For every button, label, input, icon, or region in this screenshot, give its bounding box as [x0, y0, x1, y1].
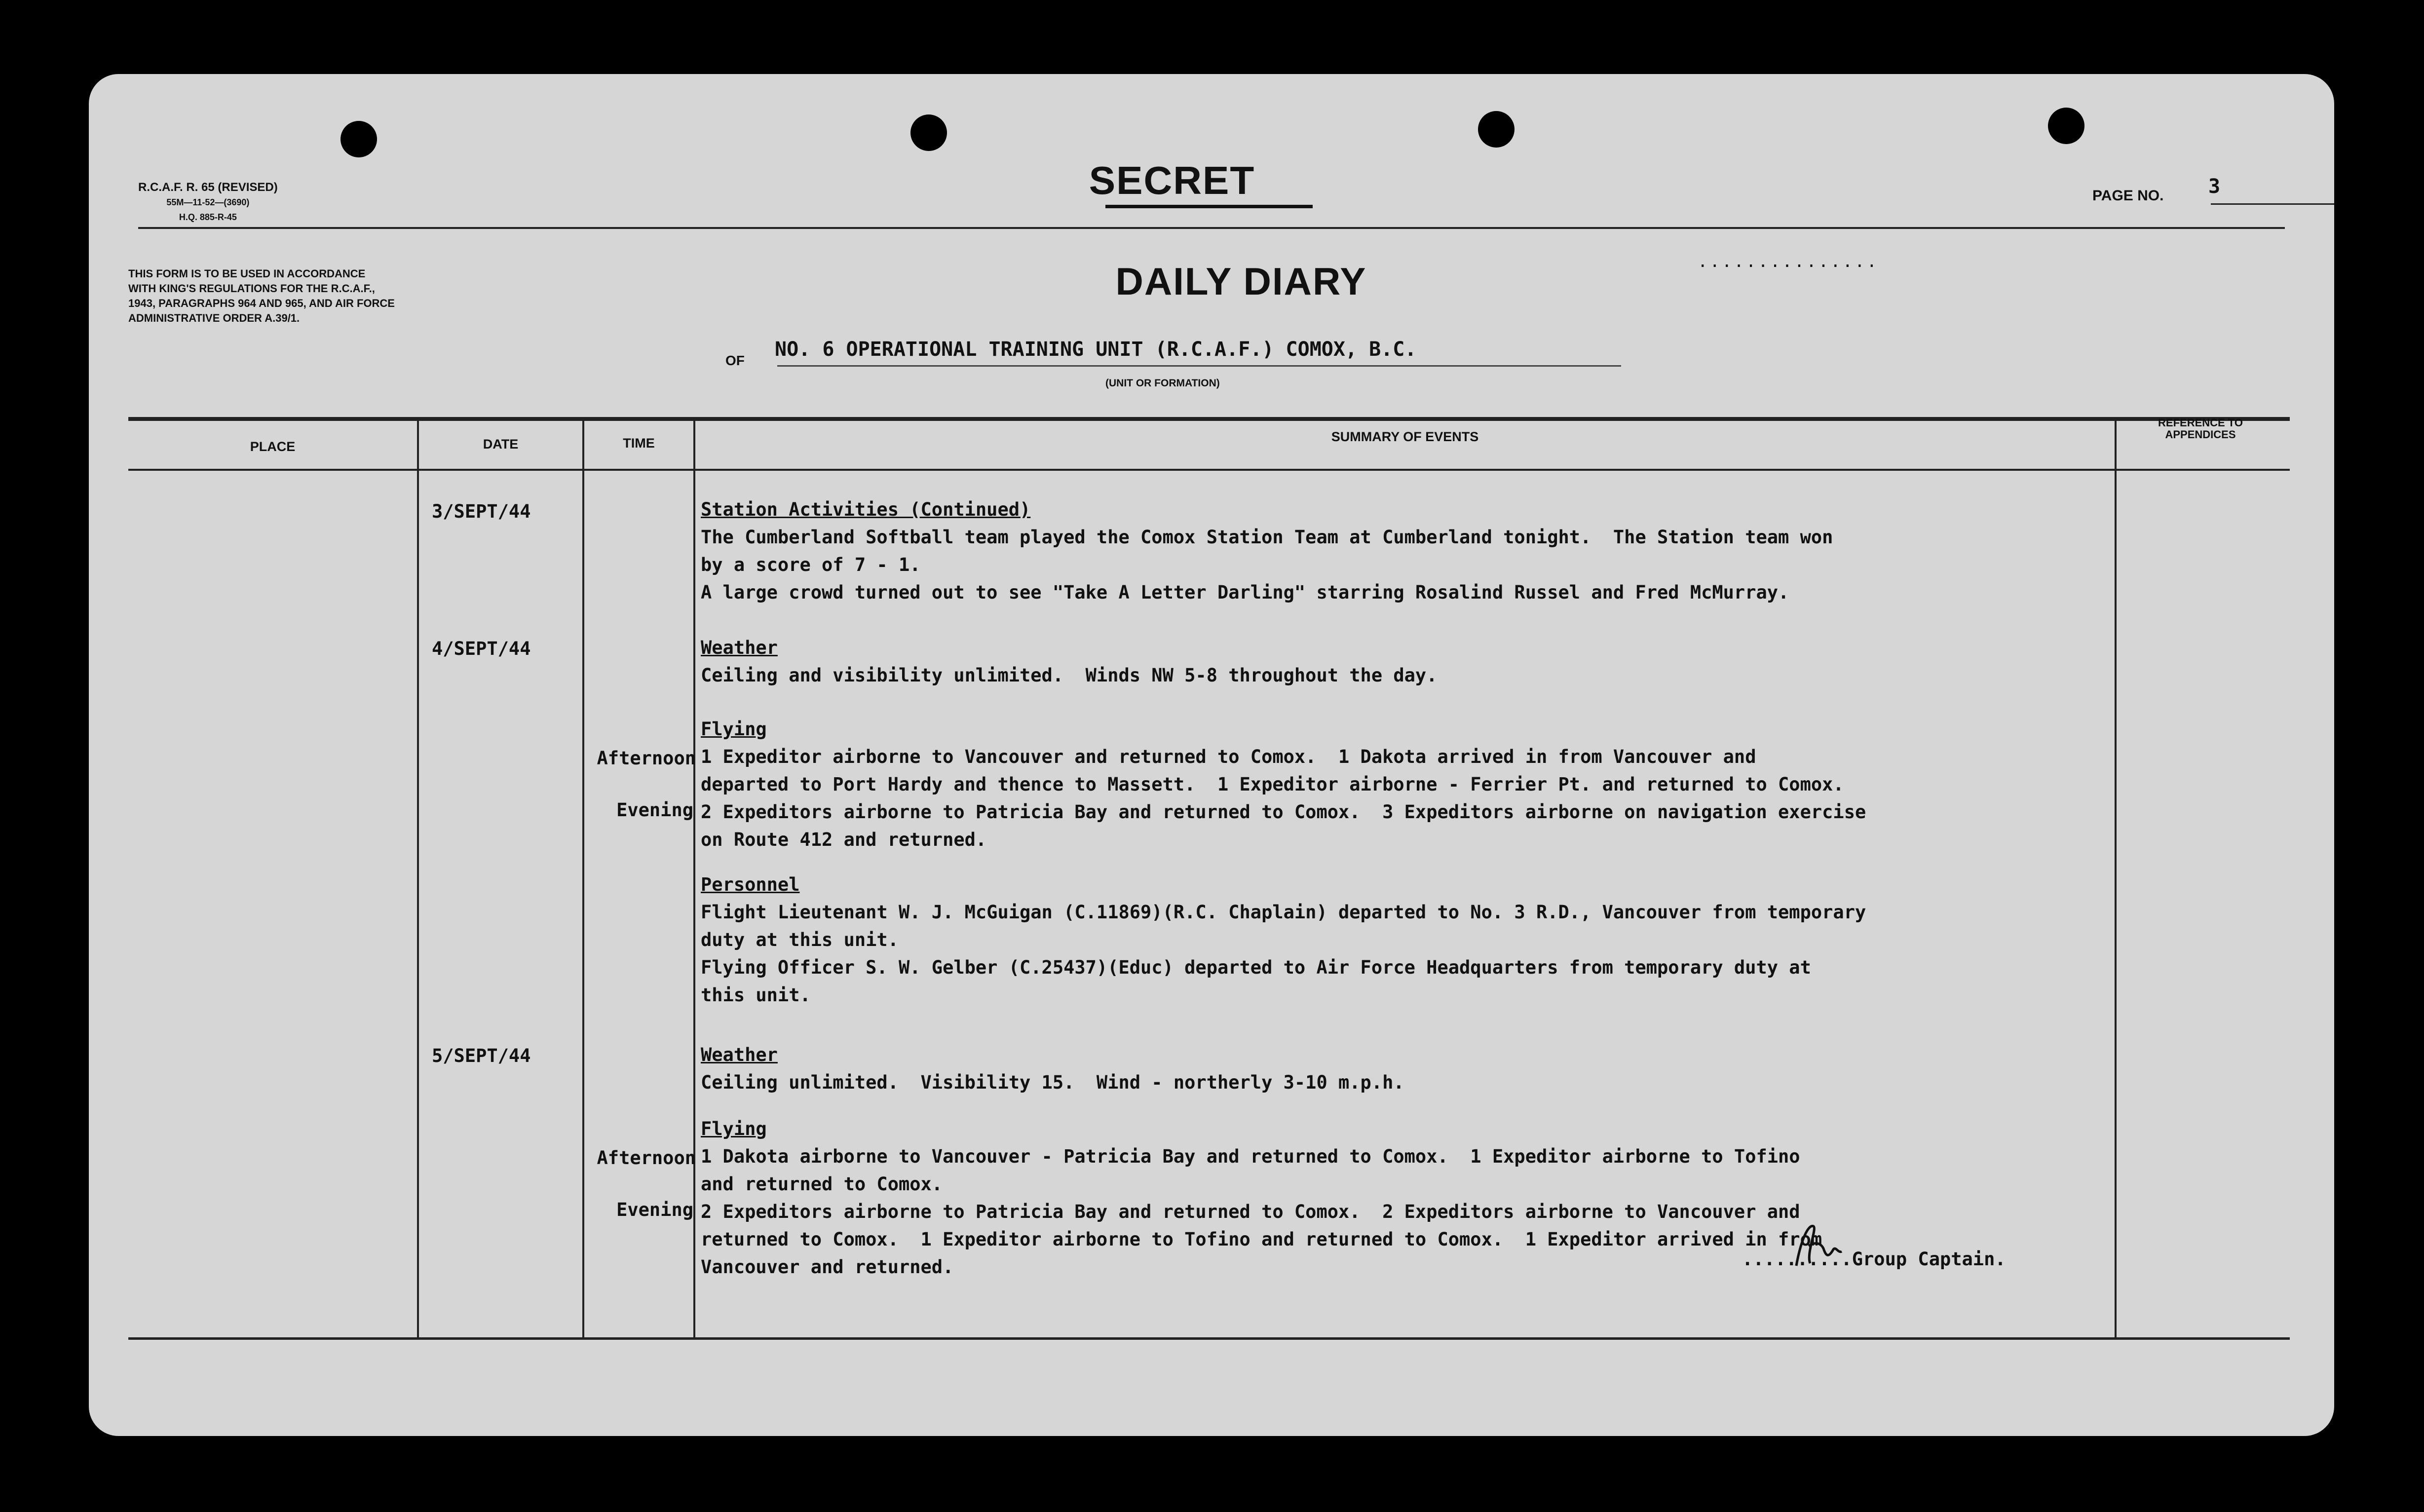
regulations-line: THIS FORM IS TO BE USED IN ACCORDANCE	[128, 267, 366, 280]
event-text: Ceiling unlimited. Visibility 15. Wind - northerly 3-10 m.p.h.	[701, 1072, 1404, 1093]
entry-date: 5/SEPT/44	[432, 1045, 531, 1066]
entry-time: Afternoon	[597, 1147, 696, 1169]
event-heading: Personnel	[701, 874, 800, 895]
event-block	[701, 634, 2147, 689]
event-text: 1 Expeditor airborne to Vancouver and returned to Comox. 1 Dakota arrived in from Vancouver and departed to Port Hardy and thence to Massett. 1 Expeditor airborne - Ferrier Pt. and returned to Comox. 2 Expeditors airborne to Patricia Bay and returned to Comox. 3 Expeditors airborne on navigation exercise on Route 412 and returned.	[701, 746, 1866, 850]
column-header-date: DATE	[483, 437, 519, 452]
entry-time: Evening	[616, 799, 693, 821]
punch-hole	[1478, 111, 1515, 148]
page-number-underline	[2211, 203, 2334, 205]
event-text: Flight Lieutenant W. J. McGuigan (C.11869)(R.C. Chaplain) departed to No. 3 R.D., Vancouver from temporary duty at this unit. Flying Officer S. W. Gelber (C.25437)(Educ) departed to Air Force Headquarters from temporary duty at this unit.	[701, 902, 1866, 1006]
classification-stamp: SECRET	[1089, 158, 1255, 202]
event-heading: Weather	[701, 637, 778, 658]
of-label: OF	[725, 353, 745, 368]
regulations-line: 1943, PARAGRAPHS 964 AND 965, AND AIR FORCE	[128, 297, 395, 309]
dotted-line: ...............	[1698, 252, 1879, 271]
column-header-reference	[2117, 417, 2284, 441]
column-header-summary: SUMMARY OF EVENTS	[1331, 429, 1479, 444]
header-rule	[138, 227, 2285, 229]
reference-line: REFERENCE TO	[2158, 416, 2243, 429]
punch-hole	[910, 114, 947, 151]
entry-time: Afternoon	[597, 748, 696, 769]
column-divider	[417, 419, 419, 1340]
column-header-place: PLACE	[250, 439, 296, 454]
form-identifier	[138, 180, 278, 225]
event-block	[701, 496, 2147, 606]
event-text: 1 Dakota airborne to Vancouver - Patricia Bay and returned to Comox. 1 Expeditor airborne to Tofino and returned to Comox. 2 Expeditors airborne to Patricia Bay and returned to Comox. 2 Expeditors airborne to Vancouver and returned to Comox. 1 Expeditor airborne to Tofino and returned to Comox. 1 Expeditor arrived in from Vancouver and returned.	[701, 1146, 1822, 1278]
entry-time: Evening	[616, 1199, 693, 1220]
event-heading: Flying	[701, 718, 767, 740]
event-block	[701, 716, 2147, 854]
form-id-line: 55M—11-52—(3690)	[166, 197, 250, 207]
regulations-line: WITH KING'S REGULATIONS FOR THE R.C.A.F.,	[128, 282, 375, 295]
diary-sheet	[89, 74, 2334, 1436]
table-top-rule	[128, 417, 2290, 421]
event-block	[701, 871, 2147, 1009]
page-number: 3	[2208, 175, 2221, 198]
column-divider	[693, 419, 695, 1340]
regulations-note	[128, 266, 622, 326]
punch-hole	[2048, 108, 2084, 144]
regulations-line: ADMINISTRATIVE ORDER A.39/1.	[128, 312, 300, 324]
event-text: Ceiling and visibility unlimited. Winds NW 5-8 throughout the day.	[701, 665, 1438, 686]
unit-underline	[777, 365, 1621, 367]
form-id-line: R.C.A.F. R. 65 (REVISED)	[138, 181, 278, 194]
event-block	[701, 1041, 2147, 1096]
form-id-line: H.Q. 885-R-45	[179, 212, 237, 222]
entry-date: 3/SEPT/44	[432, 501, 531, 522]
entry-date: 4/SEPT/44	[432, 638, 531, 659]
event-text: The Cumberland Softball team played the Comox Station Team at Cumberland tonight. The Station team won by a score of 7 - 1. A large crowd turned out to see "Take A Letter Darling" starring Rosalind Russel and Fred McMurray.	[701, 527, 1833, 603]
page-number-label: PAGE NO.	[2092, 188, 2164, 204]
table-header-rule	[128, 469, 2290, 471]
event-heading: Flying	[701, 1118, 767, 1139]
punch-hole	[341, 121, 377, 157]
document-title: DAILY DIARY	[1115, 260, 1367, 303]
classification-underline	[1105, 205, 1313, 208]
column-header-time: TIME	[623, 436, 655, 451]
event-heading: Station Activities (Continued)	[701, 499, 1031, 520]
signature-line: ..........Group Captain.	[1742, 1248, 2006, 1270]
unit-name: NO. 6 OPERATIONAL TRAINING UNIT (R.C.A.F.) COMOX, B.C.	[775, 338, 1417, 361]
reference-line: APPENDICES	[2165, 428, 2236, 441]
event-heading: Weather	[701, 1044, 778, 1065]
unit-caption: (UNIT OR FORMATION)	[1105, 378, 1220, 389]
table-bottom-rule	[128, 1337, 2290, 1340]
